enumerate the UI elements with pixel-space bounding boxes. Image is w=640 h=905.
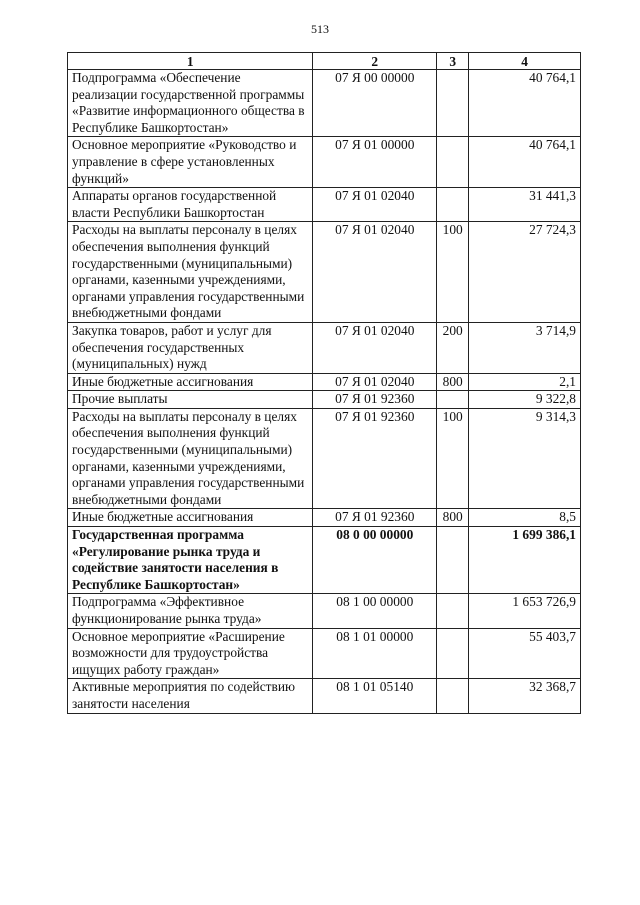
table-row [68, 188, 581, 222]
row-type-cell [437, 391, 469, 409]
row-name-cell: Активные мероприятия по содействию занятости населения [68, 679, 313, 713]
row-code-cell: 08 1 00 00000 [313, 594, 437, 628]
row-sum-cell: 40 764,1 [469, 137, 581, 188]
table-row [68, 509, 581, 527]
row-type-cell [437, 188, 469, 222]
table-row [68, 222, 581, 323]
table-row [68, 628, 581, 679]
row-name-cell: Подпрограмма «Обеспечение реализации государственной программы «Развитие информационного общества в Республике Башкортостан» [68, 70, 313, 137]
row-sum-cell: 9 314,3 [469, 408, 581, 509]
row-type-cell: 100 [437, 222, 469, 323]
header-col-3: 3 [437, 53, 469, 70]
row-code-cell: 08 1 01 00000 [313, 628, 437, 679]
row-sum-cell: 32 368,7 [469, 679, 581, 713]
table-row [68, 322, 581, 373]
row-sum-cell: 2,1 [469, 373, 581, 391]
row-name-cell: Аппараты органов государственной власти Республики Башкортостан [68, 188, 313, 222]
row-code-cell: 07 Я 01 92360 [313, 391, 437, 409]
row-code-cell: 07 Я 01 92360 [313, 509, 437, 527]
row-type-cell: 800 [437, 509, 469, 527]
budget-table [67, 52, 581, 714]
row-code-cell: 07 Я 01 02040 [313, 322, 437, 373]
table-row [68, 408, 581, 509]
table-header-row [68, 53, 581, 70]
row-code-cell: 07 Я 00 00000 [313, 70, 437, 137]
table-row [68, 527, 581, 594]
header-col-1: 1 [68, 53, 313, 70]
row-name-cell: Основное мероприятие «Руководство и управление в сфере установленных функций» [68, 137, 313, 188]
row-sum-cell: 8,5 [469, 509, 581, 527]
table-row [68, 137, 581, 188]
row-name-cell: Подпрограмма «Эффективное функционирование рынка труда» [68, 594, 313, 628]
header-col-2: 2 [313, 53, 437, 70]
row-code-cell: 07 Я 01 92360 [313, 408, 437, 509]
row-type-cell [437, 594, 469, 628]
row-type-cell [437, 137, 469, 188]
row-code-cell: 07 Я 01 02040 [313, 222, 437, 323]
row-name-cell: Иные бюджетные ассигнования [68, 509, 313, 527]
row-type-cell: 200 [437, 322, 469, 373]
row-name-cell: Прочие выплаты [68, 391, 313, 409]
page-number: 513 [311, 22, 329, 36]
row-sum-cell: 1 699 386,1 [469, 527, 581, 594]
row-type-cell [437, 628, 469, 679]
row-type-cell: 100 [437, 408, 469, 509]
row-name-cell: Государственная программа «Регулирование рынка труда и содействие занятости населения в Республике Башкортостан» [68, 527, 313, 594]
table-body [68, 70, 581, 714]
row-sum-cell: 3 714,9 [469, 322, 581, 373]
row-code-cell: 08 0 00 00000 [313, 527, 437, 594]
row-type-cell [437, 527, 469, 594]
header-col-4: 4 [469, 53, 581, 70]
table-row [68, 594, 581, 628]
row-sum-cell: 9 322,8 [469, 391, 581, 409]
row-code-cell: 07 Я 01 02040 [313, 373, 437, 391]
row-sum-cell: 27 724,3 [469, 222, 581, 323]
row-sum-cell: 40 764,1 [469, 70, 581, 137]
row-code-cell: 08 1 01 05140 [313, 679, 437, 713]
table-row [68, 679, 581, 713]
table-row [68, 373, 581, 391]
row-type-cell [437, 679, 469, 713]
table-row [68, 391, 581, 409]
row-name-cell: Расходы на выплаты персоналу в целях обеспечения выполнения функций государственными (муниципальными) органами, казенными учреждениями, органами управления государственными внебюджетными фондами [68, 408, 313, 509]
row-name-cell: Иные бюджетные ассигнования [68, 373, 313, 391]
row-name-cell: Расходы на выплаты персоналу в целях обеспечения выполнения функций государственными (муниципальными) органами, казенными учреждениями, органами управления государственными внебюджетными фондами [68, 222, 313, 323]
row-name-cell: Закупка товаров, работ и услуг для обеспечения государственных (муниципальных) нужд [68, 322, 313, 373]
table-row [68, 70, 581, 137]
row-sum-cell: 31 441,3 [469, 188, 581, 222]
row-sum-cell: 55 403,7 [469, 628, 581, 679]
row-code-cell: 07 Я 01 00000 [313, 137, 437, 188]
row-type-cell [437, 70, 469, 137]
row-name-cell: Основное мероприятие «Расширение возможности для трудоустройства ищущих работу граждан» [68, 628, 313, 679]
row-code-cell: 07 Я 01 02040 [313, 188, 437, 222]
row-sum-cell: 1 653 726,9 [469, 594, 581, 628]
row-type-cell: 800 [437, 373, 469, 391]
